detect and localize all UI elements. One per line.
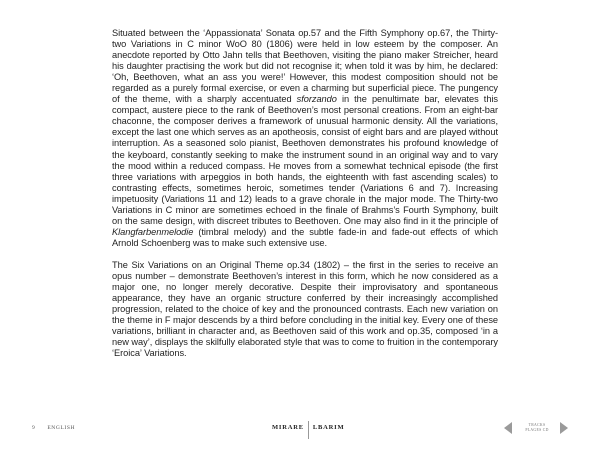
- track-navigation: [504, 422, 568, 436]
- page-number: 9: [32, 425, 36, 431]
- next-arrow-icon[interactable]: [560, 422, 568, 434]
- logo-divider: [308, 421, 309, 439]
- page-footer: [0, 423, 599, 439]
- italic-term: Klangfarbenmelodie: [112, 226, 194, 237]
- tracks-label-line2: PLAGES CD: [525, 427, 549, 432]
- paragraph-1: [112, 28, 498, 249]
- text-run: The Six Variations on an Original Theme op.34 (1802) – the first in the series to receive an opus number – demonstrate Beethoven’s interest in this form, which he now considered as a major one, no longer merely decorative. Despite their improvisatory and spontaneous appearance, they have an organic structure conferred by their increasingly accomplished progression, related to the choice of key and the pronounced contrasts. Each new variation on the theme in F major descends by a third before concluding in the initial key. Every one of these variations, brilliant in character and, as Beethoven said of this work and op.35, composed ‘in a new way’, displays the skilfully elaborated style that was to come to fruition in the contemporary ‘Eroica’ Variations.: [112, 259, 498, 359]
- italic-term: sforzando: [296, 94, 337, 105]
- footer-left: [32, 425, 75, 431]
- language-label: ENGLISH: [47, 425, 76, 431]
- footer-label-logo: [272, 424, 344, 439]
- label-logo-right: LBARIM: [312, 424, 345, 431]
- text-run: Situated between the ‘Appassionata’ Sonata op.57 and the Fifth Symphony op.67, the Thirty-two Variations in C minor WoO 80 (1806) were held in low esteem by the composer. An anecdote reported by Otto Jahn tells that Beethoven, visiting the piano maker Streicher, heard his daughter practising the work but did not recognise it; when told it was by him, he declared: ‘Oh, Beethoven, what an ass you were!’ However, this modest composition should not be regarded as a purely formal exercise, or even a charming but superficial piece. The pungency of the theme, with a sharply accentuated: [112, 28, 498, 105]
- paragraph-2: [112, 260, 498, 359]
- label-logo-left: MIRARE: [272, 424, 304, 431]
- text-run: in the penultimate bar, elevates this compact, austere piece to the rank of Beethoven’s most personal creations. From an eight-bar chaconne, the composer derives a framework of unusual harmonic density. All the variations, except the last one which serves as an apotheosis, consist of eight bars and are played without interruption. As a seasoned solo pianist, Beethoven demonstrates his profound knowledge of the keyboard, constantly seeking to make the instrument sound in an original way and to vary the mood within a reduced compass. He moves from a somewhat technical episode (the first three variations with arpeggios in both hands, the eighteenth with fast ascending scales) to contrasting effects, sometimes heroic, sometimes tender (Variations 6 and 7). Increasing impetuosity (Variations 11 and 12) leads to a grave chorale in the major mode. The Thirty-two Variations in C minor are sometimes echoed in the finale of Brahms’s Fourth Symphony, built on the same design, with discreet tributes to Beethoven. One may also find in it the principle of: [112, 94, 498, 226]
- text-run: (timbral melody) and the subtle fade-in and fade-out effects of which Arnold Schoenberg was to make such extensive use.: [112, 226, 498, 248]
- tracks-label[interactable]: [518, 423, 556, 433]
- tracks-label-line1: TRACKS: [528, 423, 546, 427]
- previous-arrow-icon[interactable]: [504, 422, 512, 434]
- article-body: [112, 28, 498, 359]
